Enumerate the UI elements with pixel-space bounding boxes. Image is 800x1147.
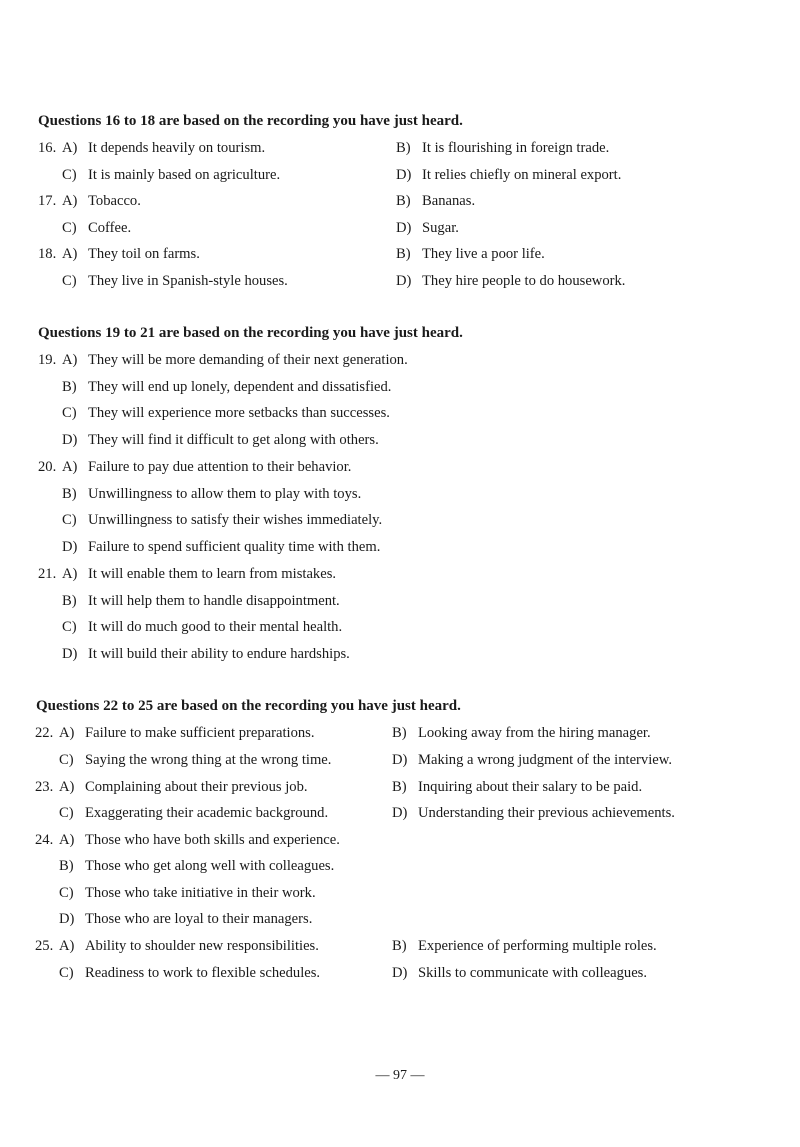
question-number: 18.	[38, 246, 57, 262]
option-letter: B)	[396, 140, 411, 156]
question-19-option-a[interactable]	[0, 352, 800, 378]
option-d[interactable]	[62, 539, 380, 556]
option-letter: A)	[62, 352, 78, 368]
option-d[interactable]	[59, 911, 312, 928]
question-17-row-2	[0, 220, 800, 246]
option-letter: C)	[62, 273, 77, 289]
option-text: Experience of performing multiple roles.	[418, 938, 657, 954]
option-d[interactable]	[392, 965, 647, 982]
option-c[interactable]	[62, 167, 280, 184]
question-19-option-c[interactable]	[0, 405, 800, 431]
option-text: Readiness to work to flexible schedules.	[85, 965, 321, 981]
question-17-row-1	[0, 193, 800, 219]
question-24-option-b[interactable]	[0, 858, 800, 884]
option-letter: A)	[59, 938, 75, 954]
option-c[interactable]	[62, 220, 131, 237]
option-text: It is mainly based on agriculture.	[88, 167, 281, 183]
option-text: Those who are loyal to their managers.	[85, 911, 313, 927]
option-letter: A)	[62, 140, 78, 156]
option-text: Those who get along well with colleagues.	[85, 858, 335, 874]
option-text: Failure to make sufficient preparations.	[85, 725, 315, 741]
option-text: They live a poor life.	[422, 246, 545, 262]
option-b[interactable]	[59, 858, 334, 875]
section-title: Questions 16 to 18 are based on the recording you have just heard.	[38, 113, 463, 129]
option-text: Bananas.	[422, 193, 476, 209]
option-b[interactable]	[62, 593, 340, 610]
option-letter: C)	[59, 805, 74, 821]
question-number: 20.	[38, 459, 57, 475]
option-c[interactable]	[59, 752, 331, 769]
option-text: Exaggerating their academic background.	[85, 805, 329, 821]
option-c[interactable]	[59, 885, 316, 902]
option-a[interactable]	[59, 938, 319, 955]
option-text: Unwillingness to allow them to play with toys.	[88, 486, 362, 502]
option-c[interactable]	[59, 805, 328, 822]
question-23-row-2	[0, 805, 800, 831]
option-b[interactable]	[392, 725, 651, 742]
question-number: 22.	[35, 725, 54, 741]
option-text: Ability to shoulder new responsibilities.	[85, 938, 319, 954]
option-text: It depends heavily on tourism.	[88, 140, 266, 156]
option-text: Skills to communicate with colleagues.	[418, 965, 647, 981]
question-24-option-a[interactable]	[0, 832, 800, 858]
option-letter: C)	[59, 885, 74, 901]
option-d[interactable]	[392, 805, 675, 822]
option-letter: A)	[62, 246, 78, 262]
option-letter: D)	[396, 220, 412, 236]
option-text: It will help them to handle disappointment.	[88, 593, 340, 609]
option-text: Looking away from the hiring manager.	[418, 725, 651, 741]
question-number: 23.	[35, 779, 54, 795]
option-text: Failure to spend sufficient quality time with them.	[88, 539, 381, 555]
option-a[interactable]	[62, 459, 351, 476]
question-21-option-a[interactable]	[0, 566, 800, 592]
option-text: Failure to pay due attention to their behavior.	[88, 459, 352, 475]
option-letter: D)	[62, 646, 78, 662]
option-c[interactable]	[62, 273, 288, 290]
option-letter: D)	[59, 911, 75, 927]
option-letter: B)	[59, 858, 74, 874]
option-text: It relies chiefly on mineral export.	[422, 167, 622, 183]
option-text: Those who have both skills and experience.	[85, 832, 340, 848]
option-letter: D)	[396, 167, 412, 183]
question-25-row-2	[0, 965, 800, 991]
option-text: Saying the wrong thing at the wrong time.	[85, 752, 332, 768]
option-letter: A)	[62, 459, 78, 475]
option-letter: B)	[62, 486, 77, 502]
option-text: Tobacco.	[88, 193, 141, 209]
option-letter: B)	[396, 246, 411, 262]
option-letter: B)	[62, 593, 77, 609]
option-c[interactable]	[62, 619, 342, 636]
option-text: It will do much good to their mental health.	[88, 619, 343, 635]
option-letter: D)	[62, 539, 78, 555]
question-number: 19.	[38, 352, 57, 368]
option-text: It will build their ability to endure hardships.	[88, 646, 350, 662]
option-letter: A)	[62, 193, 78, 209]
question-21-option-c[interactable]	[0, 619, 800, 645]
option-letter: A)	[59, 779, 75, 795]
option-letter: B)	[392, 938, 407, 954]
option-a[interactable]	[62, 566, 336, 583]
option-text: Complaining about their previous job.	[85, 779, 308, 795]
option-d[interactable]	[396, 273, 625, 290]
option-letter: D)	[396, 273, 412, 289]
question-number: 17.	[38, 193, 57, 209]
option-b[interactable]	[62, 486, 361, 503]
option-d[interactable]	[392, 752, 672, 769]
option-letter: C)	[62, 167, 77, 183]
option-a[interactable]	[62, 246, 200, 263]
option-c[interactable]	[62, 512, 382, 529]
question-18-row-2	[0, 273, 800, 299]
question-22-row-1	[0, 725, 800, 751]
option-letter: C)	[59, 965, 74, 981]
option-a[interactable]	[62, 352, 408, 369]
option-b[interactable]	[392, 938, 657, 955]
option-b[interactable]	[396, 193, 475, 210]
option-text: Understanding their previous achievements.	[418, 805, 675, 821]
question-18-row-1	[0, 246, 800, 272]
option-text: Sugar.	[422, 220, 459, 236]
option-d[interactable]	[62, 646, 350, 663]
question-25-row-1	[0, 938, 800, 964]
option-a[interactable]	[62, 140, 265, 157]
question-20-option-a[interactable]	[0, 459, 800, 485]
option-letter: C)	[62, 405, 77, 421]
option-letter: C)	[62, 220, 77, 236]
option-letter: C)	[62, 512, 77, 528]
option-letter: A)	[62, 566, 78, 582]
option-letter: C)	[62, 619, 77, 635]
option-letter: C)	[59, 752, 74, 768]
question-21-option-d[interactable]	[0, 646, 800, 672]
option-d[interactable]	[396, 220, 459, 237]
option-letter: B)	[396, 193, 411, 209]
option-a[interactable]	[59, 832, 340, 849]
question-20-option-c[interactable]	[0, 512, 800, 538]
option-text: Making a wrong judgment of the interview.	[418, 752, 672, 768]
option-b[interactable]	[396, 140, 609, 157]
question-20-option-d[interactable]	[0, 539, 800, 565]
question-number: 25.	[35, 938, 54, 954]
option-text: They will end up lonely, dependent and dissatisfied.	[88, 379, 392, 395]
option-letter: A)	[59, 832, 75, 848]
option-text: Unwillingness to satisfy their wishes immediately.	[88, 512, 383, 528]
option-text: They will be more demanding of their next generation.	[88, 352, 408, 368]
option-b[interactable]	[396, 246, 545, 263]
option-b[interactable]	[62, 379, 391, 396]
option-text: They will find it difficult to get along with others.	[88, 432, 379, 448]
option-letter: D)	[392, 752, 408, 768]
question-22-row-2	[0, 752, 800, 778]
question-number: 21.	[38, 566, 57, 582]
option-text: They will experience more setbacks than successes.	[88, 405, 390, 421]
option-letter: D)	[392, 805, 408, 821]
option-d[interactable]	[62, 432, 379, 449]
option-letter: B)	[392, 779, 407, 795]
question-number: 24.	[35, 832, 54, 848]
option-letter: B)	[62, 379, 77, 395]
page-number: — 97 —	[375, 1068, 425, 1083]
option-b[interactable]	[392, 779, 642, 796]
question-19-option-d[interactable]	[0, 432, 800, 458]
question-20-option-b[interactable]	[0, 486, 800, 512]
option-a[interactable]	[59, 725, 315, 742]
option-text: Those who take initiative in their work.	[85, 885, 316, 901]
question-16-row-1	[0, 140, 800, 166]
option-text: It will enable them to learn from mistakes.	[88, 566, 337, 582]
option-text: They toil on farms.	[88, 246, 200, 262]
question-number: 16.	[38, 140, 57, 156]
option-d[interactable]	[396, 167, 621, 184]
option-letter: D)	[392, 965, 408, 981]
option-a[interactable]	[59, 779, 308, 796]
option-c[interactable]	[62, 405, 390, 422]
question-21-option-b[interactable]	[0, 593, 800, 619]
option-letter: B)	[392, 725, 407, 741]
option-c[interactable]	[59, 965, 320, 982]
option-text: They live in Spanish-style houses.	[88, 273, 288, 289]
question-19-option-b[interactable]	[0, 379, 800, 405]
question-24-option-d[interactable]	[0, 911, 800, 937]
option-text: Coffee.	[88, 220, 132, 236]
section-title: Questions 19 to 21 are based on the recording you have just heard.	[38, 325, 463, 341]
option-letter: A)	[59, 725, 75, 741]
option-text: It is flourishing in foreign trade.	[422, 140, 610, 156]
option-text: They hire people to do housework.	[422, 273, 626, 289]
section-title: Questions 22 to 25 are based on the recording you have just heard.	[36, 698, 461, 714]
option-letter: D)	[62, 432, 78, 448]
option-a[interactable]	[62, 193, 141, 210]
option-text: Inquiring about their salary to be paid.	[418, 779, 643, 795]
question-23-row-1	[0, 779, 800, 805]
question-24-option-c[interactable]	[0, 885, 800, 911]
question-16-row-2	[0, 167, 800, 193]
